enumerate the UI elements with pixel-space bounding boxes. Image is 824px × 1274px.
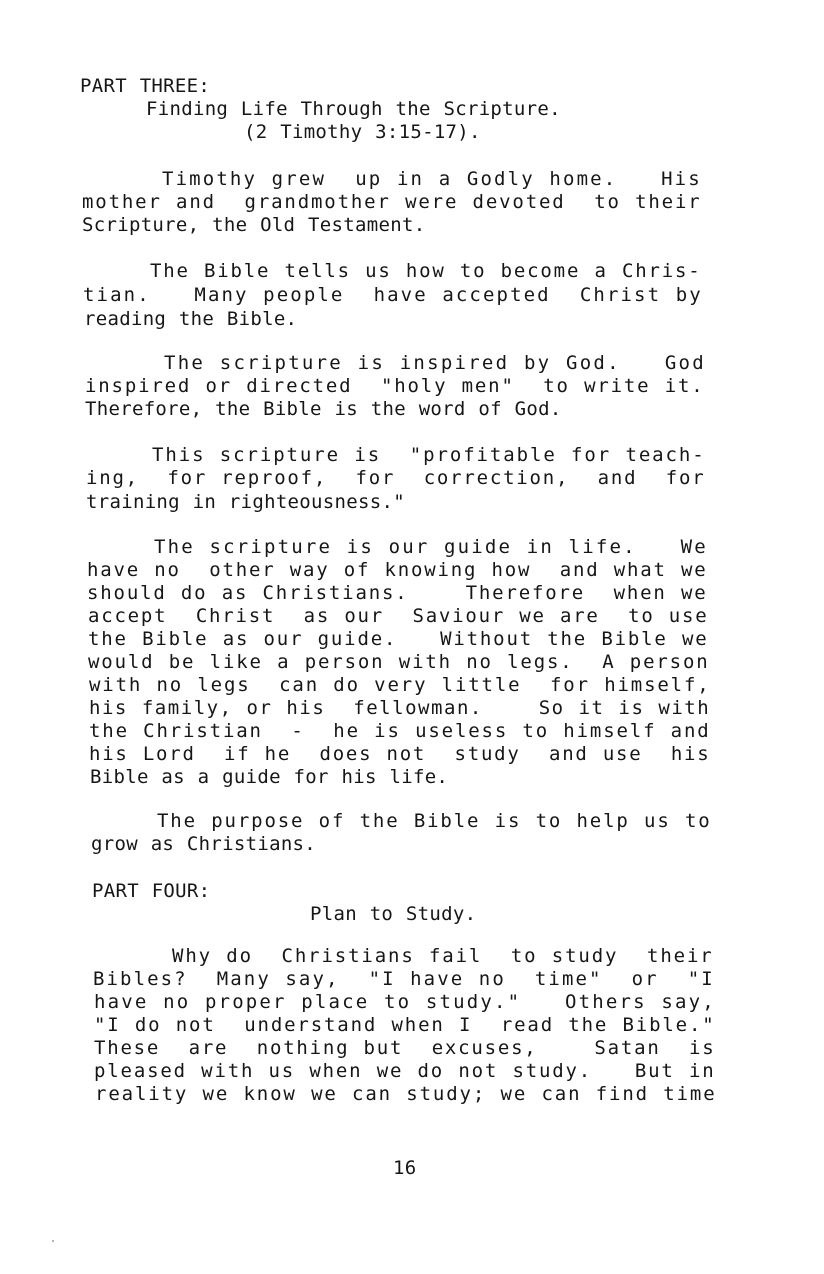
part-four-title: Plan to Study. <box>310 903 477 925</box>
paragraph-line: Therefore, the Bible is the word of God. <box>85 398 562 420</box>
paragraph-line: "I do not understand when I read the Bible." <box>94 1014 716 1036</box>
part-four-label: PART FOUR: <box>92 880 211 902</box>
paragraph-line: This scripture is "profitable for teach- <box>152 444 706 466</box>
paragraph-line: accept Christ as our Saviour we are to use <box>88 605 709 627</box>
paragraph-line: his family, or his fellowman. So it is with <box>89 697 711 719</box>
page-number: 16 <box>393 1157 417 1179</box>
paragraph-line: Bible as a guide for his life. <box>90 766 449 788</box>
paragraph-line: have no proper place to study." Others say, <box>94 991 716 1013</box>
paragraph-line: mother and grandmother were devoted to their <box>82 191 702 213</box>
paragraph-line: The purpose of the Bible is to help us to <box>157 810 712 832</box>
paragraph-line: would be like a person with no legs. A person <box>88 651 710 673</box>
paragraph-line: Why do Christians fail to study their <box>172 945 714 967</box>
paragraph-line: reality we know we can study; we can find time <box>95 1083 717 1105</box>
paragraph-line: These are nothing but excuses, Satan is <box>94 1037 716 1059</box>
part-three-reference: (2 Timothy 3:15-17). <box>244 121 481 143</box>
part-three-label: PART THREE: <box>80 75 211 97</box>
paragraph-line: the Christian - he is useless to himself and <box>89 720 711 742</box>
paragraph-line: his Lord if he does not study and use his <box>89 743 711 765</box>
scan-speck <box>52 1240 54 1242</box>
paragraph-line: inspired or directed "holy men" to write it. <box>85 375 705 397</box>
paragraph-line: should do as Christians. Therefore when we <box>87 582 708 604</box>
paragraph-line: grow as Christians. <box>91 833 317 855</box>
paragraph-line: with no legs can do very little for himself, <box>89 674 711 696</box>
paragraph-line: reading the Bible. <box>84 308 298 330</box>
paragraph-line: The scripture is our guide in life. We <box>154 536 708 558</box>
paragraph-line: pleased with us when we do not study. But in <box>94 1060 716 1082</box>
paragraph-line: Bibles? Many say, "I have no time" or "I <box>93 968 715 990</box>
paragraph-line: ing, for reproof, for correction, and for <box>86 467 706 489</box>
paragraph-line: the Bible as our guide. Without the Bible we <box>88 628 709 650</box>
part-three-title: Finding Life Through the Scripture. <box>146 98 561 120</box>
paragraph-line: Scripture, the Old Testament. <box>82 214 426 236</box>
paragraph-line: training in righteousness." <box>86 491 405 513</box>
paragraph-line: The Bible tells us how to become a Chris- <box>150 260 702 282</box>
paragraph-line: have no other way of knowing how and what we <box>87 559 708 581</box>
paragraph-line: tian. Many people have accepted Christ by <box>83 284 703 306</box>
paragraph-line: The scripture is inspired by God. God <box>164 352 706 374</box>
paragraph-line: Timothy grew up in a Godly home. His <box>162 168 702 190</box>
